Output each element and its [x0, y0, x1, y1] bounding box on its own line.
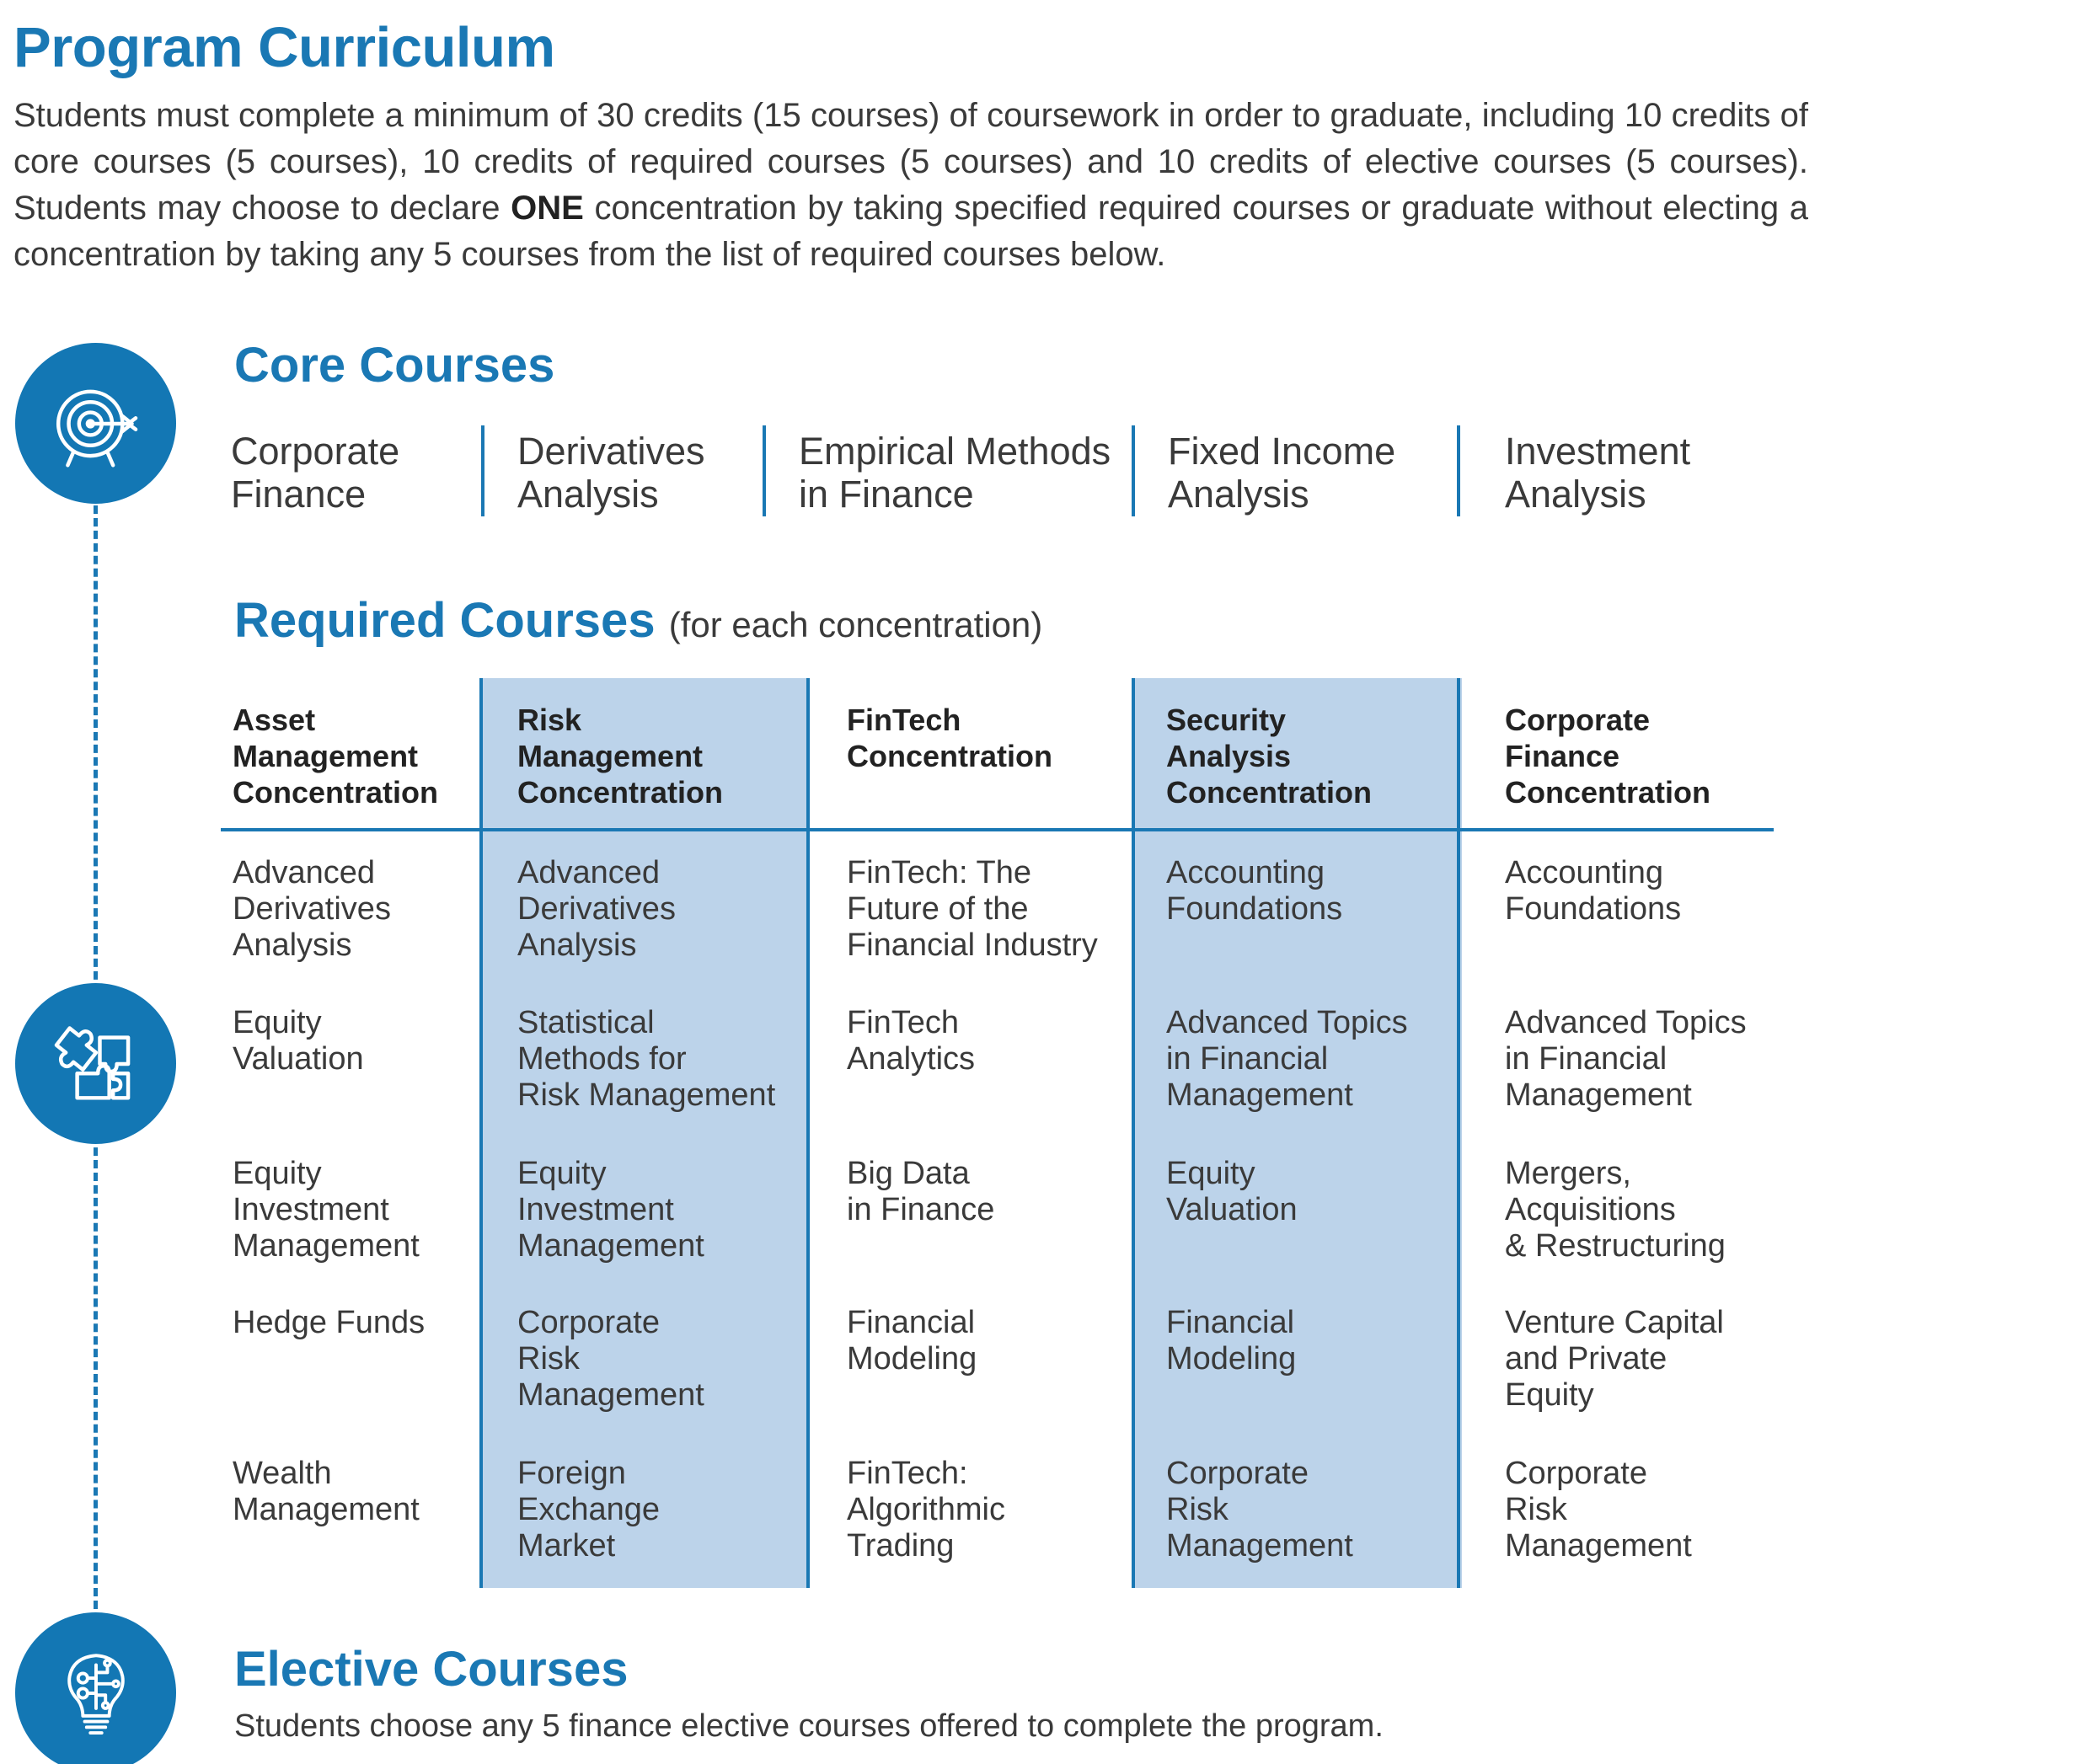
- course-cell: FinTech: Algorithmic Trading: [847, 1456, 1005, 1564]
- core-course-item: Derivatives Analysis: [517, 430, 705, 516]
- column-divider: [1457, 678, 1460, 1588]
- course-cell: Accounting Foundations: [1505, 855, 1682, 927]
- intro-emphasis: ONE: [511, 190, 584, 227]
- course-cell: Advanced Topics in Financial Management: [1166, 1005, 1408, 1113]
- course-cell: Financial Modeling: [847, 1305, 977, 1376]
- concentration-header: Asset Management Concentration: [233, 703, 439, 810]
- course-cell: Statistical Methods for Risk Management: [517, 1005, 776, 1113]
- course-cell: Advanced Derivatives Analysis: [233, 855, 391, 963]
- elective-courses-title: Elective Courses: [234, 1642, 629, 1697]
- core-course-item: Fixed Income Analysis: [1168, 430, 1396, 516]
- course-cell: FinTech Analytics: [847, 1005, 976, 1077]
- core-course-item: Investment Analysis: [1505, 430, 1691, 516]
- course-cell: Corporate Risk Management: [1505, 1456, 1692, 1564]
- core-courses-badge: [15, 343, 176, 504]
- concentration-header: FinTech Concentration: [847, 703, 1053, 773]
- highlighted-column-background: [1135, 678, 1462, 1588]
- elective-description: Students choose any 5 finance elective courses offered to complete the program.: [234, 1708, 1384, 1744]
- puzzle-icon: [49, 1017, 143, 1111]
- target-icon: [49, 377, 143, 471]
- required-subtitle: (for each concentration): [668, 605, 1043, 644]
- core-divider: [1457, 425, 1460, 516]
- column-divider: [806, 678, 810, 1588]
- course-cell: Equity Valuation: [1166, 1156, 1298, 1227]
- course-cell: Foreign Exchange Market: [517, 1456, 661, 1564]
- core-divider: [1132, 425, 1135, 516]
- core-divider: [481, 425, 484, 516]
- concentration-header: Corporate Finance Concentration: [1505, 703, 1711, 810]
- course-cell: Corporate Risk Management: [517, 1305, 704, 1413]
- course-cell: Mergers, Acquisitions & Restructuring: [1505, 1156, 1726, 1264]
- lightbulb-circuit-icon: [49, 1646, 143, 1740]
- course-cell: Equity Valuation: [233, 1005, 364, 1077]
- concentration-header: Security Analysis Concentration: [1166, 703, 1373, 810]
- core-course-item: Corporate Finance: [231, 430, 400, 516]
- required-title-text: Required Courses: [234, 593, 656, 648]
- course-cell: Accounting Foundations: [1166, 855, 1343, 927]
- course-cell: Corporate Risk Management: [1166, 1456, 1353, 1564]
- course-cell: Equity Investment Management: [233, 1156, 420, 1264]
- course-cell: Advanced Topics in Financial Management: [1505, 1005, 1747, 1113]
- core-divider: [763, 425, 766, 516]
- column-divider: [1132, 678, 1135, 1588]
- course-cell: Equity Investment Management: [517, 1156, 704, 1264]
- page-title: Program Curriculum: [13, 16, 555, 79]
- required-courses-badge: [15, 983, 176, 1144]
- highlighted-column-background: [481, 678, 809, 1588]
- course-cell: Advanced Derivatives Analysis: [517, 855, 676, 963]
- elective-courses-badge: [15, 1612, 176, 1764]
- header-rule: [221, 828, 1774, 831]
- course-cell: Financial Modeling: [1166, 1305, 1297, 1376]
- core-courses-title: Core Courses: [234, 338, 555, 393]
- required-courses-title: [234, 592, 1042, 649]
- column-divider: [479, 678, 483, 1588]
- course-cell: Big Data in Finance: [847, 1156, 995, 1227]
- concentration-header: Risk Management Concentration: [517, 703, 724, 810]
- course-cell: Wealth Management: [233, 1456, 420, 1527]
- intro-text-start: Students must complete a minimum of 30 credits (15 courses) of coursework in order to graduate, including 10 credits of core courses (5 courses), 10 credits of required courses (5 courses) and 10 credits of elective courses (5 courses). Students may choose to declare: [13, 97, 1808, 227]
- course-cell: Hedge Funds: [233, 1305, 426, 1340]
- intro-paragraph: [13, 93, 1808, 278]
- core-course-item: Empirical Methods in Finance: [799, 430, 1111, 516]
- intro-text-end: concentration by taking specified required courses or graduate without electing a concentration by taking any 5 courses from the list of required courses below.: [13, 190, 1809, 273]
- course-cell: FinTech: The Future of the Financial Industry: [847, 855, 1098, 963]
- course-cell: Venture Capital and Private Equity: [1505, 1305, 1724, 1413]
